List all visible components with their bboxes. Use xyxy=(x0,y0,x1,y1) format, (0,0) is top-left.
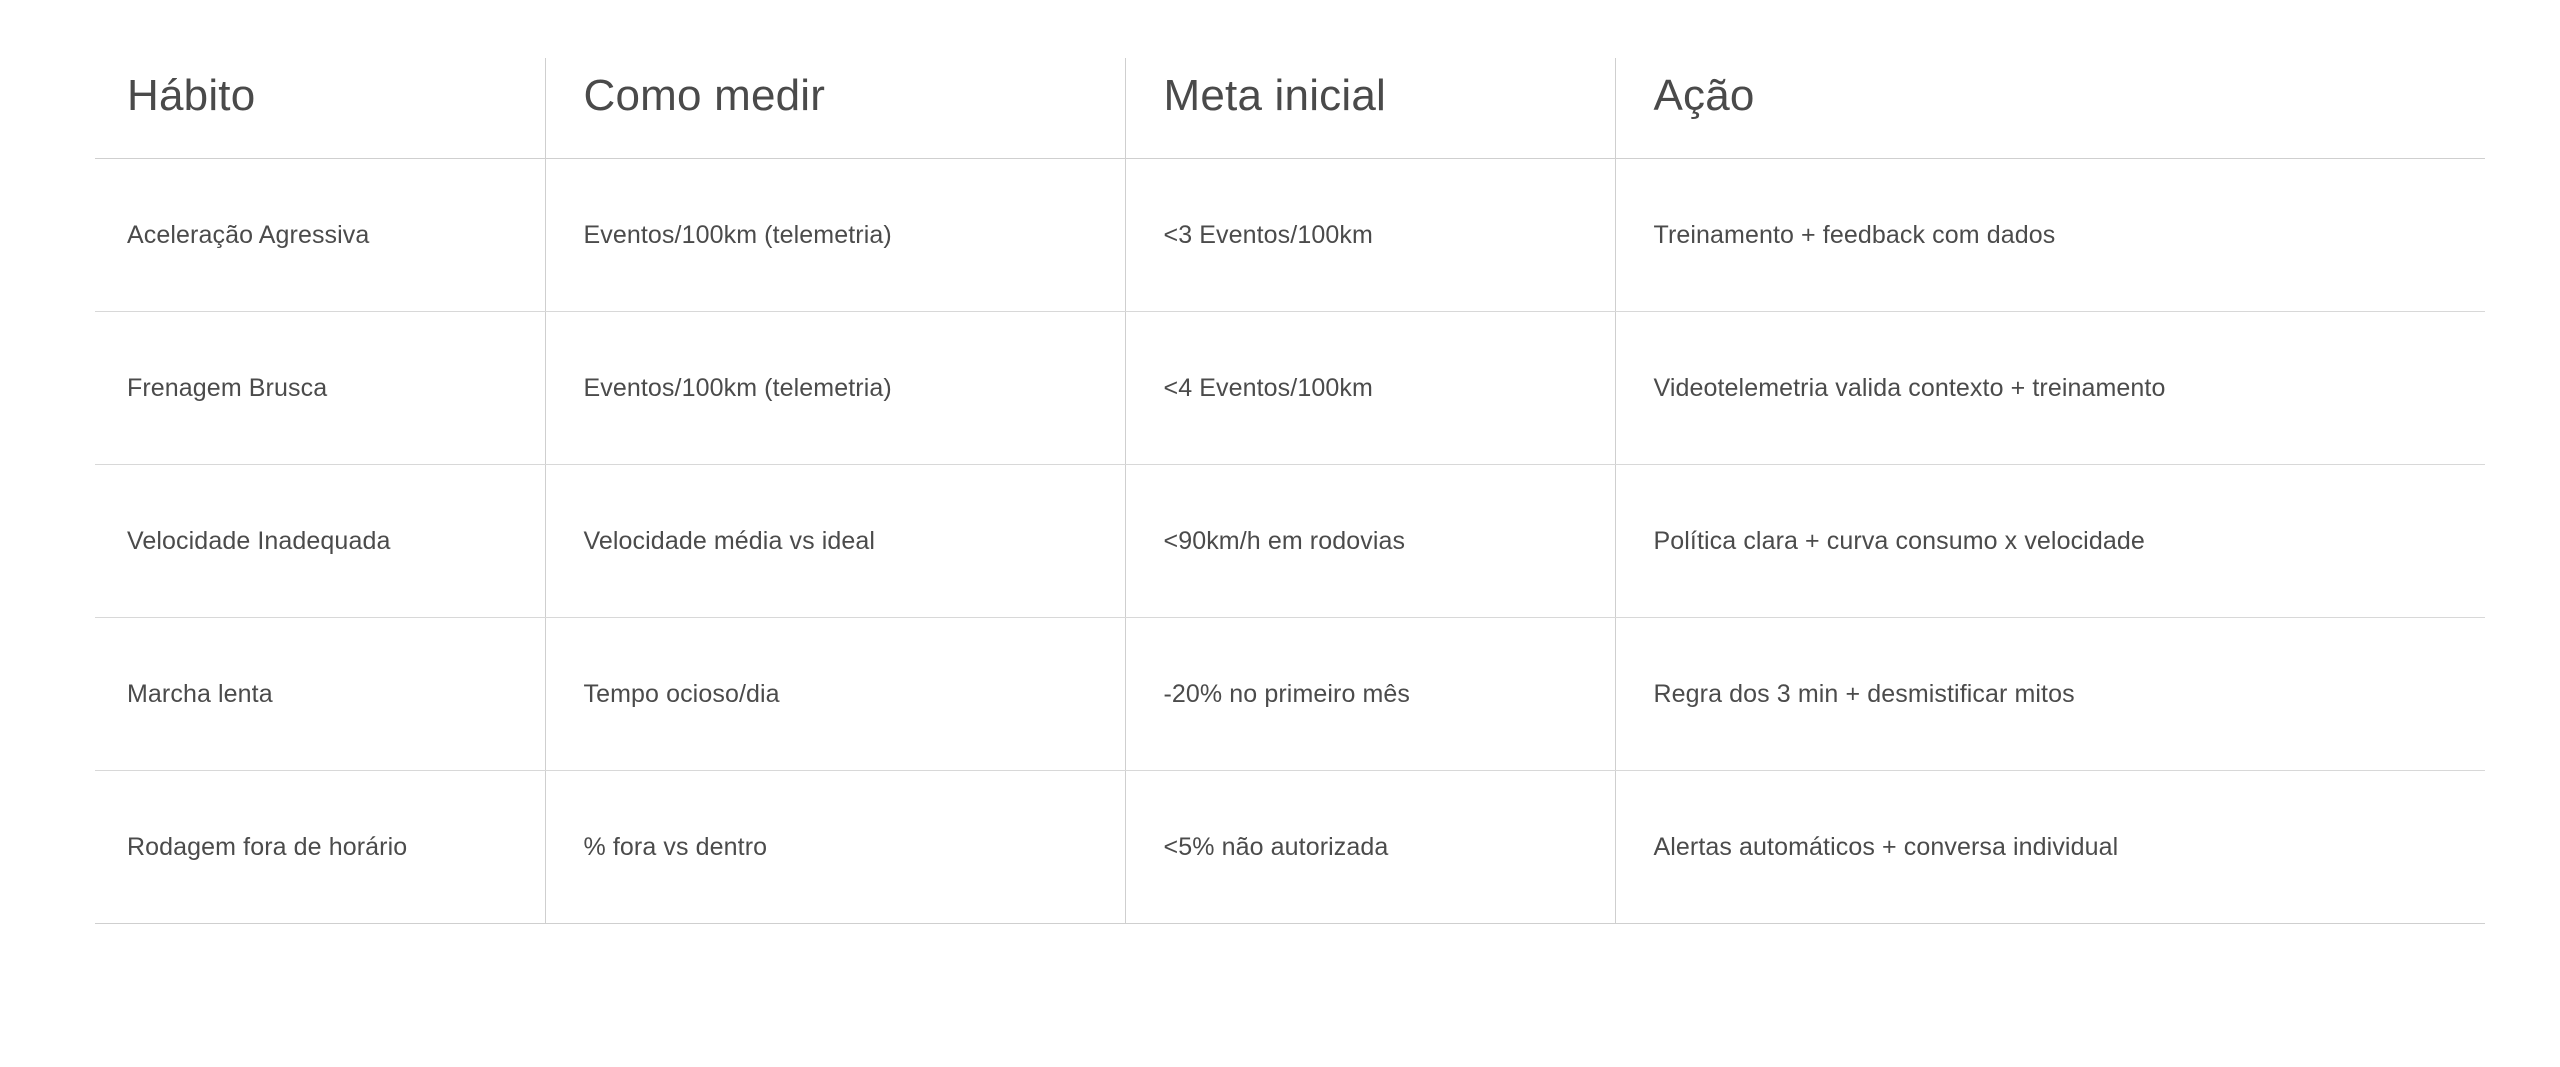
cell-acao: Regra dos 3 min + desmistificar mitos xyxy=(1615,618,2485,771)
column-header-meta-inicial: Meta inicial xyxy=(1125,58,1615,159)
column-header-habito: Hábito xyxy=(95,58,545,159)
column-header-acao: Ação xyxy=(1615,58,2485,159)
cell-como-medir: % fora vs dentro xyxy=(545,771,1125,924)
cell-habito: Rodagem fora de horário xyxy=(95,771,545,924)
cell-como-medir: Velocidade média vs ideal xyxy=(545,465,1125,618)
cell-habito: Aceleração Agressiva xyxy=(95,159,545,312)
cell-meta-inicial: <3 Eventos/100km xyxy=(1125,159,1615,312)
table-row xyxy=(95,465,2485,618)
column-header-como-medir: Como medir xyxy=(545,58,1125,159)
cell-habito: Frenagem Brusca xyxy=(95,312,545,465)
cell-como-medir: Tempo ocioso/dia xyxy=(545,618,1125,771)
cell-meta-inicial: -20% no primeiro mês xyxy=(1125,618,1615,771)
cell-meta-inicial: <90km/h em rodovias xyxy=(1125,465,1615,618)
table-header-row xyxy=(95,58,2485,159)
cell-meta-inicial: <4 Eventos/100km xyxy=(1125,312,1615,465)
cell-como-medir: Eventos/100km (telemetria) xyxy=(545,312,1125,465)
cell-meta-inicial: <5% não autorizada xyxy=(1125,771,1615,924)
cell-acao: Alertas automáticos + conversa individual xyxy=(1615,771,2485,924)
table-row xyxy=(95,618,2485,771)
cell-acao: Videotelemetria valida contexto + treinamento xyxy=(1615,312,2485,465)
cell-habito: Marcha lenta xyxy=(95,618,545,771)
habits-table xyxy=(95,58,2485,924)
table-row xyxy=(95,312,2485,465)
cell-habito: Velocidade Inadequada xyxy=(95,465,545,618)
cell-como-medir: Eventos/100km (telemetria) xyxy=(545,159,1125,312)
table-row xyxy=(95,771,2485,924)
cell-acao: Política clara + curva consumo x velocidade xyxy=(1615,465,2485,618)
table-header xyxy=(95,58,2485,159)
cell-acao: Treinamento + feedback com dados xyxy=(1615,159,2485,312)
table-row xyxy=(95,159,2485,312)
table-body xyxy=(95,159,2485,924)
